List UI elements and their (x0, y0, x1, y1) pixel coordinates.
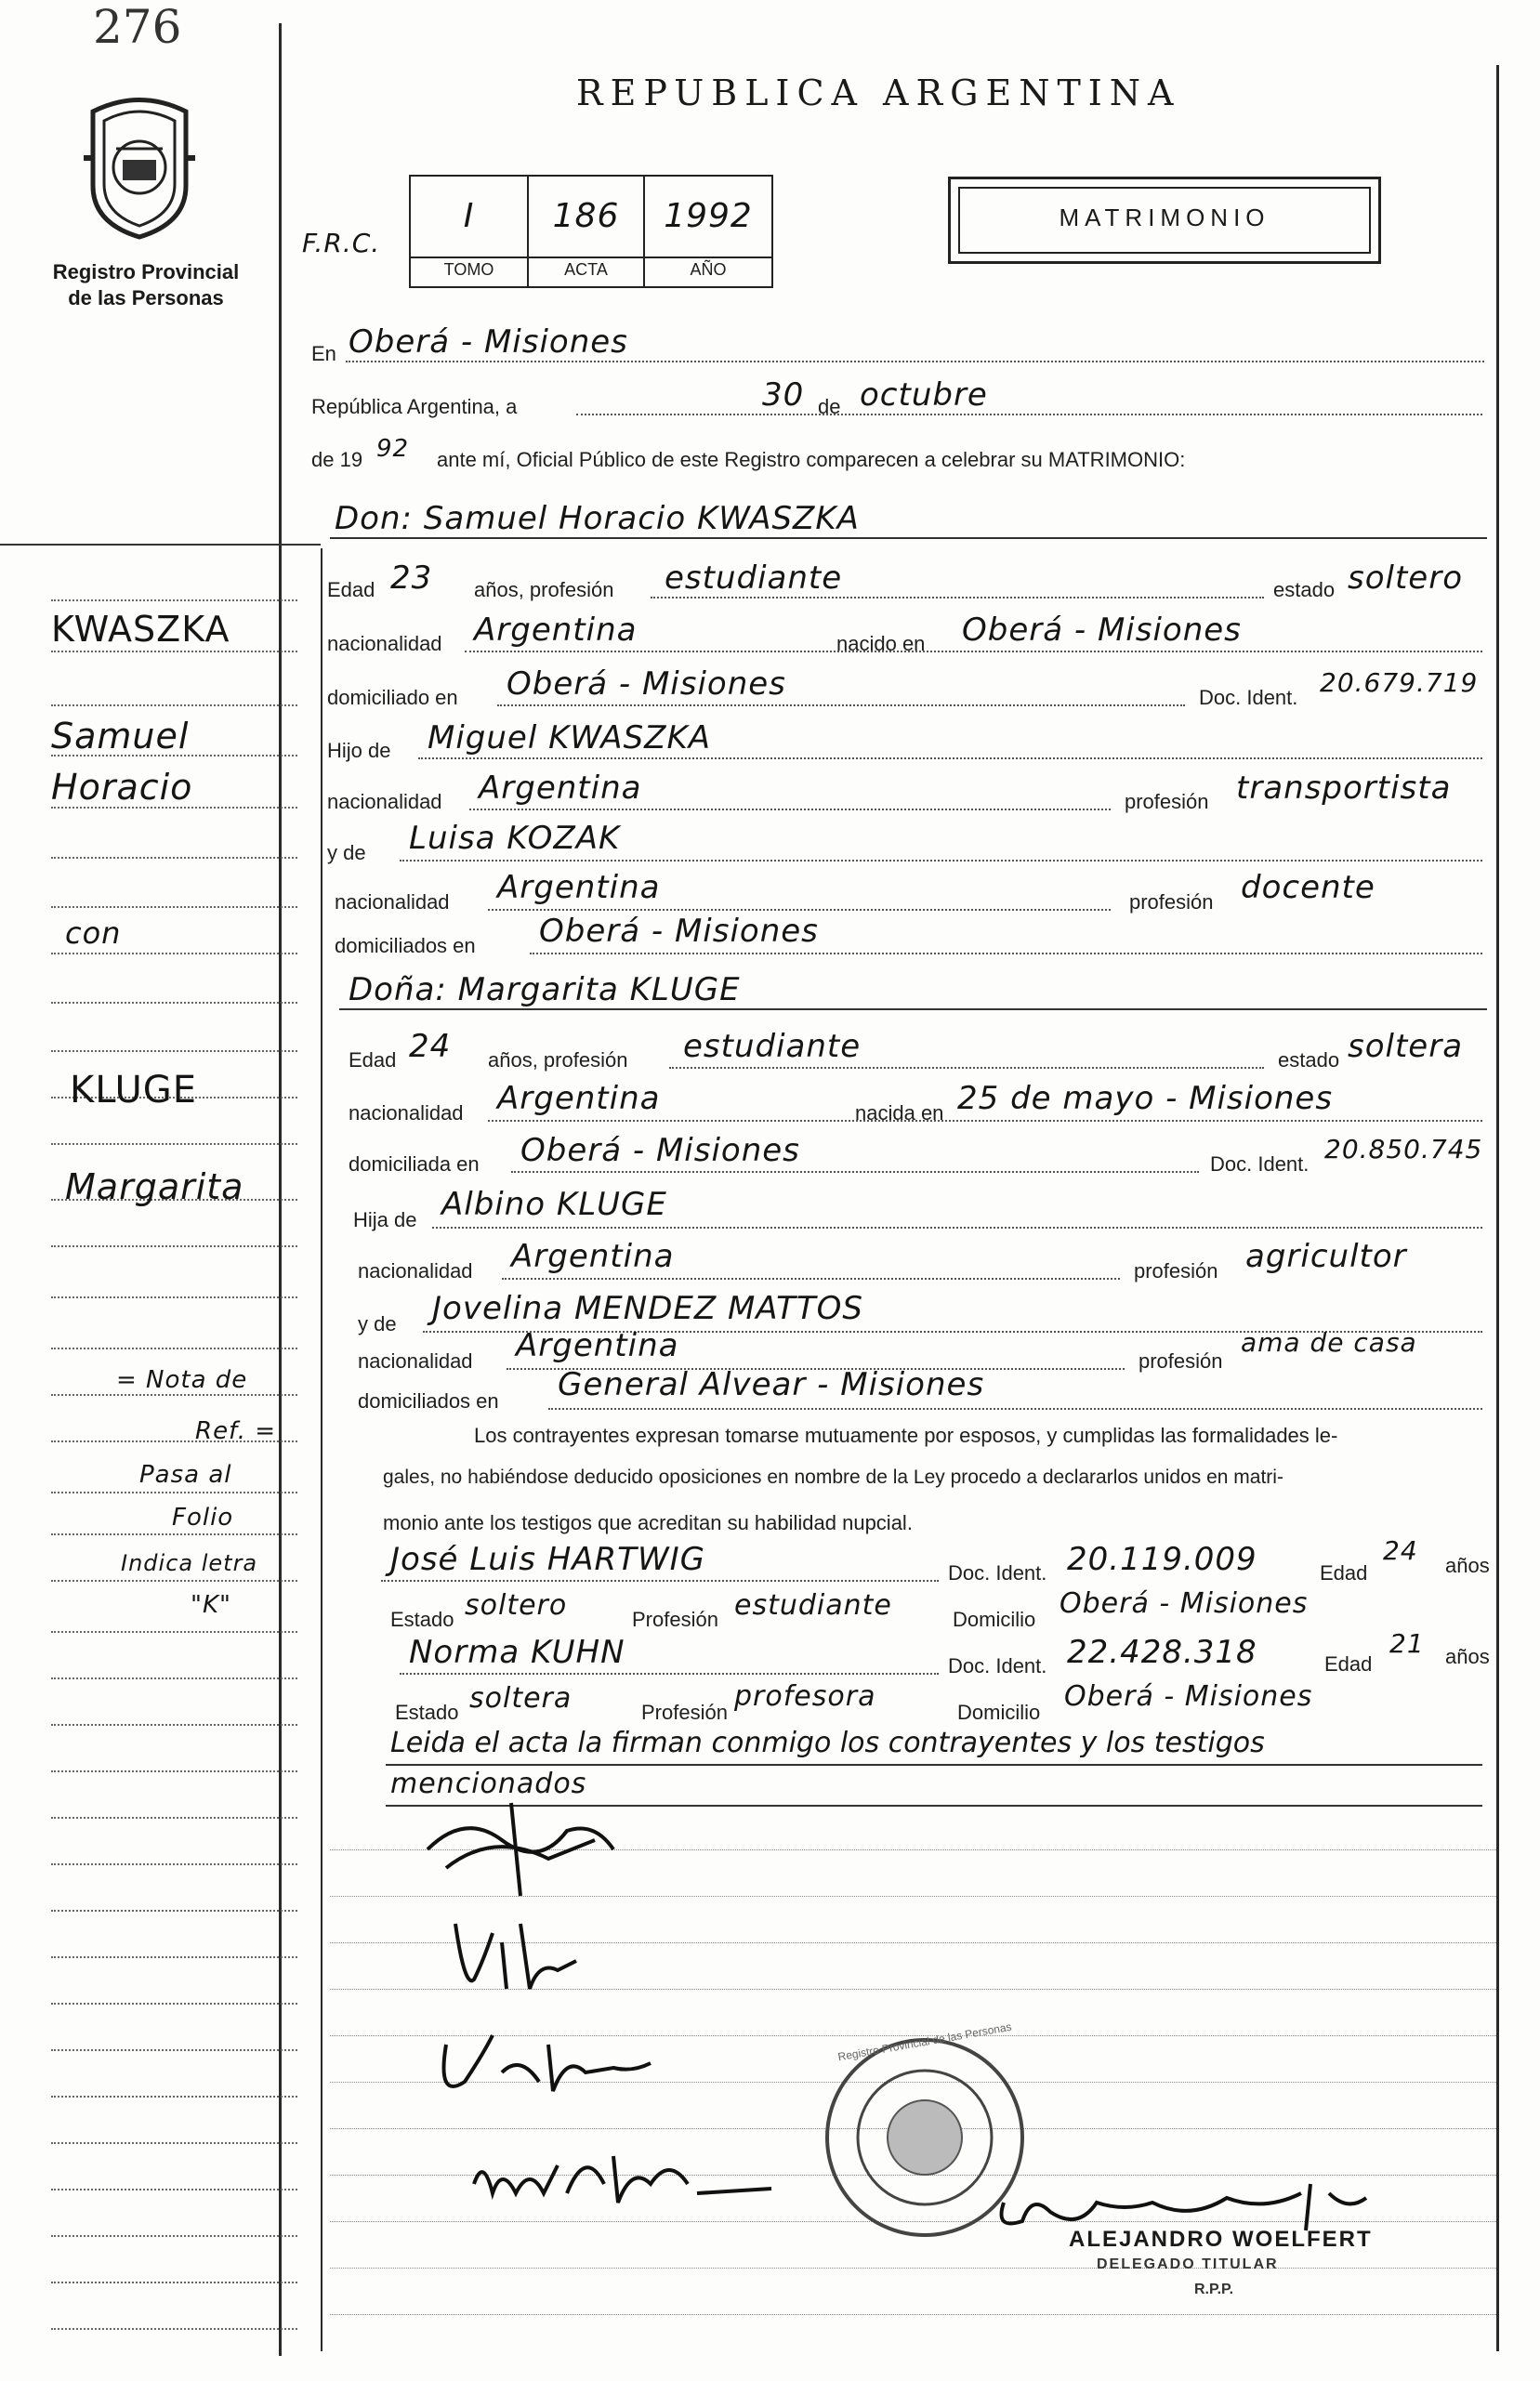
margin-con: con (65, 915, 122, 951)
margin-bride-surname: KLUGE (70, 1069, 198, 1112)
groom-father-nat: Argentina (479, 770, 642, 807)
bride-nac-label: nacionalidad (349, 1101, 464, 1125)
record-box (409, 175, 773, 288)
statement: ante mí, Oficial Público de este Registro comparecen a celebrar su MATRIMONIO: (437, 448, 1186, 471)
bride-father-nat: Argentina (511, 1238, 675, 1275)
groom-marital: soltero (1348, 559, 1463, 597)
witness2-dom-label: Domicilio (957, 1701, 1041, 1724)
signature-bride (437, 1905, 604, 2007)
witness2-domicile: Oberá - Misiones (1064, 1680, 1313, 1713)
closing-line1: Leida el acta la firman conmigo los contrayentes y los testigos (390, 1727, 1265, 1759)
republica-label: República Argentina, a (311, 395, 518, 418)
groom-anios-prof: años, profesión (474, 578, 614, 601)
bride-mother: Jovelina MENDEZ MATTOS (432, 1290, 863, 1327)
groom-mother: Luisa KOZAK (409, 820, 621, 857)
province-seal-icon (74, 93, 204, 242)
groom-born-label: nacido en (836, 632, 926, 655)
act-type-box (948, 177, 1381, 264)
declaration-line1: Los contrayentes expresan tomarse mutuamente por esposos, y cumplidas las formalidades le- (474, 1424, 1338, 1447)
witness2-edad-label: Edad (1324, 1652, 1373, 1676)
bride-age: 24 (409, 1028, 452, 1065)
witness2-doc: 22.428.318 (1067, 1634, 1257, 1671)
signature-groom (409, 1794, 632, 1905)
margin-divider (279, 23, 282, 2356)
groom-age: 23 (390, 559, 433, 597)
margin-groom-given1: Samuel (51, 716, 190, 756)
margin-note-5: Indica letra (121, 1550, 258, 1576)
registry-name-line1: Registro Provincial (52, 260, 240, 283)
bride-doc-label: Doc. Ident. (1210, 1152, 1310, 1176)
stamp-round-text: Registro Provincial de las Personas (836, 2019, 1013, 2064)
groom-edad-label: Edad (327, 578, 375, 601)
year-prefix: de 19 (311, 448, 363, 471)
margin-note-4: Folio (172, 1504, 234, 1532)
bride-doc: 20.850.745 (1324, 1134, 1483, 1164)
witness1-name: José Luis HARTWIG (390, 1541, 705, 1578)
tomo-label: TOMO (443, 260, 494, 279)
witness2-profession: profesora (734, 1680, 876, 1713)
declaration-line3: monio ante los testigos que acreditan su habilidad nupcial. (383, 1511, 913, 1534)
anio-label: AÑO (690, 260, 727, 279)
officer-title: DELEGADO TITULAR (1097, 2256, 1279, 2272)
margin-note-6: "K" (191, 1591, 231, 1619)
acta-label: ACTA (564, 260, 608, 279)
margin-bride-given: Margarita (65, 1166, 244, 1207)
bride-estado-label: estado (1278, 1048, 1340, 1072)
en-label: En (311, 342, 336, 365)
witness1-edad-label: Edad (1320, 1561, 1368, 1585)
bride-profession: estudiante (683, 1028, 862, 1065)
bride-born-label: nacida en (855, 1101, 944, 1125)
witness2-estado-label: Estado (395, 1701, 459, 1724)
page-number: 276 (93, 0, 182, 54)
groom-mother-nac-label: nacionalidad (335, 890, 450, 914)
groom-born: Oberá - Misiones (962, 612, 1242, 649)
registry-name-line2: de las Personas (68, 286, 224, 309)
margin-groom-surname: KWASZKA (51, 609, 230, 650)
groom-doc-label: Doc. Ident. (1199, 686, 1298, 709)
margin-groom-given2: Horacio (51, 767, 193, 808)
bride-marital: soltera (1348, 1028, 1464, 1065)
frc-label: F.R.C. (302, 228, 381, 258)
marriage-day: 30 (762, 376, 805, 414)
bride-born: 25 de mayo - Misiones (957, 1080, 1334, 1117)
witness2-prof-label: Profesión (641, 1701, 728, 1724)
groom-doc: 20.679.719 (1320, 667, 1479, 698)
bride-father-label: Hija de (353, 1208, 417, 1231)
tomo-value: I (463, 197, 475, 235)
groom-father-prof-label: profesión (1125, 790, 1209, 813)
groom-domicile: Oberá - Misiones (507, 665, 786, 703)
bride-father-prof: agricultor (1245, 1238, 1407, 1275)
margin-note-2: Ref. = (195, 1417, 277, 1445)
groom-father-label: Hijo de (327, 739, 391, 762)
marriage-year: 92 (376, 435, 410, 463)
witness1-age: 24 (1383, 1535, 1418, 1566)
groom-dom-label: domiciliado en (327, 686, 458, 709)
bride-domicile: Oberá - Misiones (520, 1132, 800, 1169)
margin-note-3: Pasa al (139, 1461, 232, 1489)
witness1-doc: 20.119.009 (1067, 1541, 1257, 1578)
bride-dom-label: domiciliada en (349, 1152, 480, 1176)
act-type: MATRIMONIO (1059, 204, 1270, 231)
groom-father: Miguel KWASZKA (428, 719, 711, 756)
groom-mother-prof: docente (1241, 869, 1375, 906)
witness2-age: 21 (1389, 1628, 1425, 1659)
witness2-marital: soltera (469, 1682, 573, 1715)
groom-estado-label: estado (1273, 578, 1336, 601)
groom-nationality: Argentina (474, 612, 638, 649)
anio-value: 1992 (664, 197, 753, 235)
officer-org: R.P.P. (1194, 2282, 1234, 2297)
bride-edad-label: Edad (349, 1048, 397, 1072)
bride-nationality: Argentina (497, 1080, 661, 1117)
bride-parents-dom: General Alvear - Misiones (558, 1366, 985, 1403)
marriage-place: Oberá - Misiones (349, 323, 628, 361)
bride-mother-label: y de (358, 1312, 397, 1335)
groom-father-nac-label: nacionalidad (327, 790, 442, 813)
bride-anios-prof: años, profesión (488, 1048, 628, 1072)
signature-witness1 (428, 2017, 669, 2119)
groom-parents-dom: Oberá - Misiones (539, 913, 819, 950)
bride-mother-nac-label: nacionalidad (358, 1349, 473, 1373)
groom-mother-nat: Argentina (497, 869, 661, 906)
declaration-line2: gales, no habiéndose deducido oposiciones en nombre de la Ley procedo a declararlos unidos en matri- (383, 1467, 1283, 1488)
witness1-doc-label: Doc. Ident. (948, 1561, 1047, 1585)
groom-mother-label: y de (327, 841, 366, 864)
margin-note-1: = Nota de (116, 1366, 248, 1394)
bride-name: Doña: Margarita KLUGE (349, 971, 741, 1008)
signature-witness2 (465, 2128, 781, 2221)
groom-name: Don: Samuel Horacio KWASZKA (335, 500, 860, 537)
form-left-border (321, 548, 322, 2351)
acta-value: 186 (552, 197, 620, 235)
marriage-month: octubre (860, 376, 988, 414)
witness1-anios: años (1445, 1554, 1490, 1577)
bride-mother-prof: ama de casa (1241, 1327, 1417, 1358)
witness1-domicile: Oberá - Misiones (1060, 1587, 1309, 1620)
bride-father-nac-label: nacionalidad (358, 1259, 473, 1283)
groom-nac-label: nacionalidad (327, 632, 442, 655)
groom-parents-dom-label: domiciliados en (335, 934, 476, 957)
groom-father-prof: transportista (1236, 770, 1452, 807)
witness1-profession: estudiante (734, 1589, 892, 1622)
witness1-estado-label: Estado (390, 1608, 454, 1631)
de-label: de (818, 395, 841, 418)
witness2-doc-label: Doc. Ident. (948, 1654, 1047, 1677)
witness1-prof-label: Profesión (632, 1608, 718, 1631)
bride-father: Albino KLUGE (441, 1186, 667, 1223)
bride-mother-prof-label: profesión (1139, 1349, 1223, 1373)
witness2-name: Norma KUHN (409, 1634, 625, 1671)
officer-name: ALEJANDRO WOELFERT (1069, 2227, 1373, 2252)
groom-mother-prof-label: profesión (1129, 890, 1214, 914)
witness2-anios: años (1445, 1645, 1490, 1668)
page-title: REPUBLICA ARGENTINA (576, 72, 1181, 113)
groom-profession: estudiante (665, 559, 843, 597)
witness1-dom-label: Domicilio (953, 1608, 1036, 1631)
bride-father-prof-label: profesión (1134, 1259, 1218, 1283)
bride-mother-nat: Argentina (516, 1327, 679, 1364)
closing-line2: mencionados (390, 1768, 587, 1800)
witness1-marital: soltero (465, 1589, 568, 1622)
bride-parents-dom-label: domiciliados en (358, 1389, 499, 1413)
form-right-border (1496, 65, 1499, 2351)
